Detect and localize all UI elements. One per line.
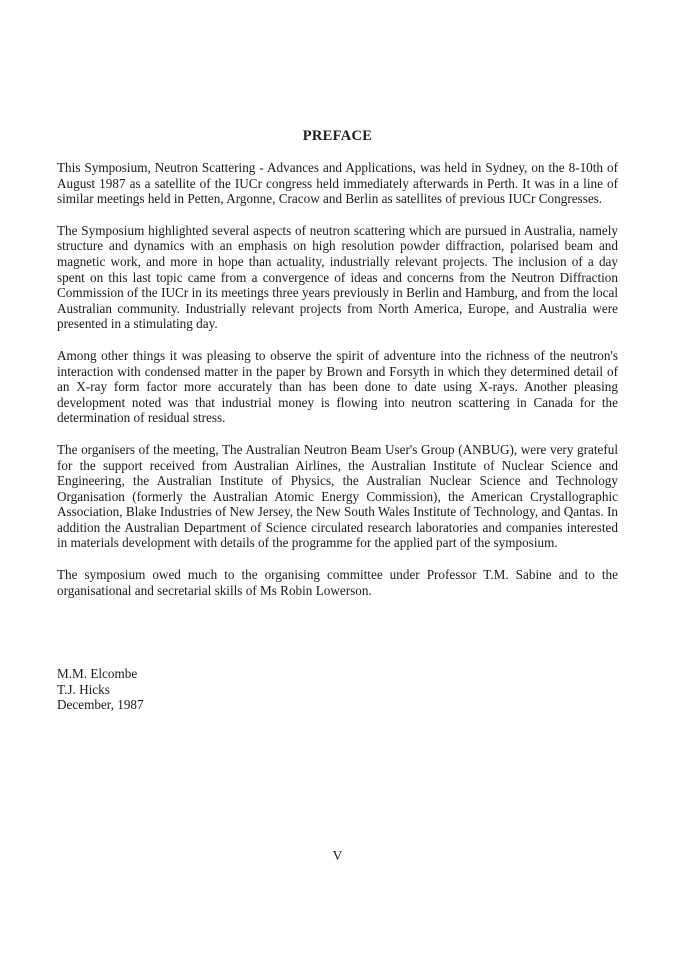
signature-author-1: M.M. Elcombe [57, 666, 138, 681]
page-title: PREFACE [302, 128, 373, 144]
signature-author-2: T.J. Hicks [57, 681, 110, 697]
signature-date: December, 1987 [57, 697, 144, 713]
paragraph-3: Among other things it was pleasing to observe the spirit of adventure into the richness of the neutron's interaction with condensed matter in the paper by Brown and Forsyth in which they determined detail of an X-ray form factor more accurately than has been done to date using X-rays. Another pleasing development noted was that industrial money is flowing into neutron scattering in Canada for the determination of residual stress. [57, 347, 618, 426]
page-number: V [332, 848, 343, 863]
document-page [57, 0, 618, 959]
body-text [57, 160, 618, 614]
paragraph-1: This Symposium, Neutron Scattering - Advances and Applications, was held in Sydney, on the 8-10th of August 1987 as a satellite of the IUCr congress held immediately afterwards in Perth. It was in a line of similar meetings held in Petten, Argonne, Cracow and Berlin as satellites of previous IUCr Congresses. [57, 160, 618, 207]
signature-block [57, 666, 144, 713]
paragraph-5: The symposium owed much to the organising committee under Professor T.M. Sabine and to the organisational and secretarial skills of Ms Robin Lowerson. [57, 567, 618, 598]
paragraph-2: The Symposium highlighted several aspects of neutron scattering which are pursued in Australia, namely structure and dynamics with an emphasis on high resolution powder diffraction, polarised beam and magnetic work, and more in hope than actuality, industrially relevant projects. The inclusion of a day spent on this last topic came from a convergence of ideas and concerns from the Neutron Diffraction Commission of the IUCr in its meetings three years previously in Berlin and Hamburg, and from the local Australian community. Industrially relevant projects from North America, Europe, and Australia were presented in a stimulating day. [57, 222, 618, 332]
paragraph-4: The organisers of the meeting, The Australian Neutron Beam User's Group (ANBUG), were very grateful for the support received from Australian Airlines, the Australian Institute of Nuclear Science and Engineering, the Australian Institute of Physics, the Australian Nuclear Science and Technology Organisation (formerly the Australian Atomic Energy Commission), the American Crystallographic Association, Blake Industries of New Jersey, the New South Wales Institute of Technology, and Qantas. In addition the Australian Department of Science circulated research laboratories and companies interested in materials development with details of the programme for the applied part of the symposium. [57, 441, 618, 551]
